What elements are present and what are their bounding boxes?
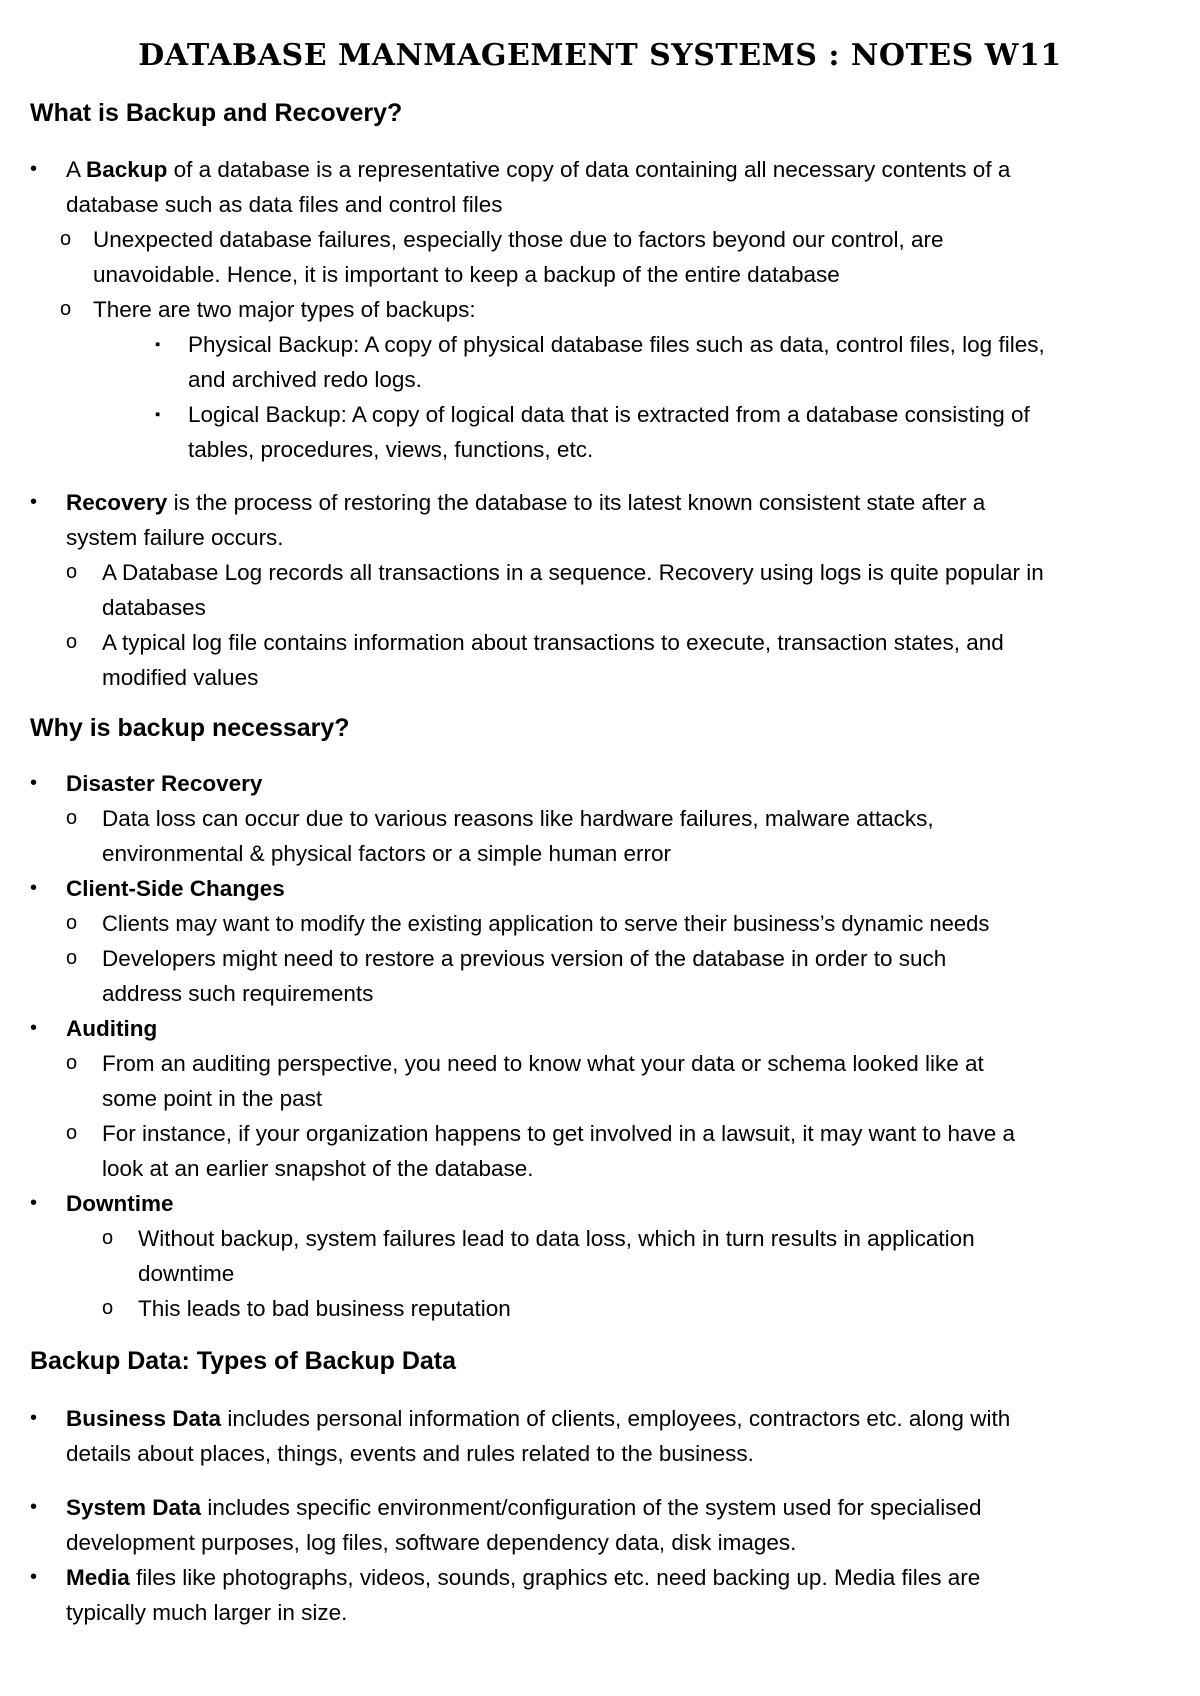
- bullet-marker: •: [30, 1192, 38, 1214]
- backup-definition: [66, 152, 1176, 222]
- system-data-item: System Data includes specific environment/configuration of the system used for specialised development purposes, log files, software dependency data, disk images.: [66, 1495, 982, 1555]
- media-item: Media files like photographs, videos, sounds, graphics etc. need backing up. Media files are typically much larger in size.: [66, 1565, 981, 1625]
- bullet-marker: •: [30, 877, 38, 899]
- square-bullet-marker: ▪: [155, 336, 161, 353]
- heading-why-backup-necessary: Why is backup necessary?: [30, 714, 350, 742]
- recovery-definition: Recovery is the process of restoring the database to its latest known consistent state after a system failure occurs.: [66, 490, 986, 550]
- sub-bullet-marker: o: [66, 912, 78, 934]
- bullet-marker: •: [30, 772, 38, 794]
- business-data-item: Business Data includes personal information of clients, employees, contractors etc. along with details about places, things, events and rules related to the business.: [66, 1406, 1011, 1466]
- developers-restore-note: Developers might need to restore a previous version of the database in order to such address such requirements: [102, 946, 947, 1006]
- bullet-marker: •: [30, 491, 38, 513]
- media-term: Media: [66, 1565, 130, 1590]
- physical-backup-item: Physical Backup: A copy of physical database files such as data, control files, log files, and archived redo logs.: [188, 332, 1045, 392]
- backup-definition-line-1: A Backup of a database is a representative copy of data containing all necessary contents of a: [66, 157, 1011, 182]
- unexpected-failures-note: Unexpected database failures, especially those due to factors beyond our control, are unavoidable. Hence, it is important to keep a backup of the entire database: [93, 227, 944, 287]
- heading-backup-data-types: Backup Data: Types of Backup Data: [30, 1347, 457, 1375]
- bullet-marker: •: [30, 158, 38, 180]
- business-data-term: Business Data: [66, 1406, 222, 1431]
- sub-bullet-marker: o: [66, 1122, 78, 1144]
- downtime-label: Downtime: [66, 1191, 174, 1216]
- heading-backup-and-recovery: What is Backup and Recovery?: [30, 99, 403, 127]
- document-title: DATABASE MANMAGEMENT SYSTEMS : NOTES W11: [138, 38, 1062, 73]
- data-loss-note: Data loss can occur due to various reasons like hardware failures, malware attacks, environmental & physical factors or a simple human error: [102, 806, 934, 866]
- lawsuit-snapshot-note: For instance, if your organization happens to get involved in a lawsuit, it may want to have a look at an earlier snapshot of the database.: [102, 1121, 1016, 1181]
- auditing-label: Auditing: [66, 1016, 158, 1041]
- backup-definition-line-2: database such as data files and control files: [66, 192, 503, 217]
- bullet-marker: •: [30, 1017, 38, 1039]
- bullet-marker: •: [30, 1496, 38, 1518]
- backup-types-intro: There are two major types of backups:: [93, 297, 476, 322]
- database-log-note: A Database Log records all transactions in a sequence. Recovery using logs is quite popular in databases: [102, 560, 1044, 620]
- sub-bullet-marker: o: [60, 228, 72, 250]
- reputation-note: This leads to bad business reputation: [138, 1296, 511, 1321]
- log-file-contents-note: A typical log file contains information about transactions to execute, transaction states, and modified values: [102, 630, 1004, 690]
- sub-bullet-marker: o: [66, 947, 78, 969]
- auditing-perspective-note: From an auditing perspective, you need to know what your data or schema looked like at some point in the past: [102, 1051, 984, 1111]
- sub-bullet-marker: o: [102, 1227, 114, 1249]
- clients-modify-note: Clients may want to modify the existing application to serve their business’s dynamic needs: [102, 911, 990, 936]
- system-data-term: System Data: [66, 1495, 202, 1520]
- logical-backup-item: Logical Backup: A copy of logical data that is extracted from a database consisting of tables, procedures, views, functions, etc.: [188, 402, 1030, 462]
- system-failure-note: Without backup, system failures lead to data loss, which in turn results in application downtime: [138, 1226, 975, 1286]
- sub-bullet-marker: o: [102, 1297, 114, 1319]
- bullet-marker: •: [30, 1407, 38, 1429]
- backup-term: Backup: [86, 157, 168, 182]
- sub-bullet-marker: o: [66, 561, 78, 583]
- sub-bullet-marker: o: [66, 1052, 78, 1074]
- sub-bullet-marker: o: [66, 807, 78, 829]
- recovery-term: Recovery: [66, 490, 168, 515]
- square-bullet-marker: ▪: [155, 406, 161, 423]
- bullet-marker: •: [30, 1566, 38, 1588]
- disaster-recovery-label: Disaster Recovery: [66, 771, 263, 796]
- sub-bullet-marker: o: [60, 298, 72, 320]
- sub-bullet-marker: o: [66, 631, 78, 653]
- client-side-changes-label: Client-Side Changes: [66, 876, 285, 901]
